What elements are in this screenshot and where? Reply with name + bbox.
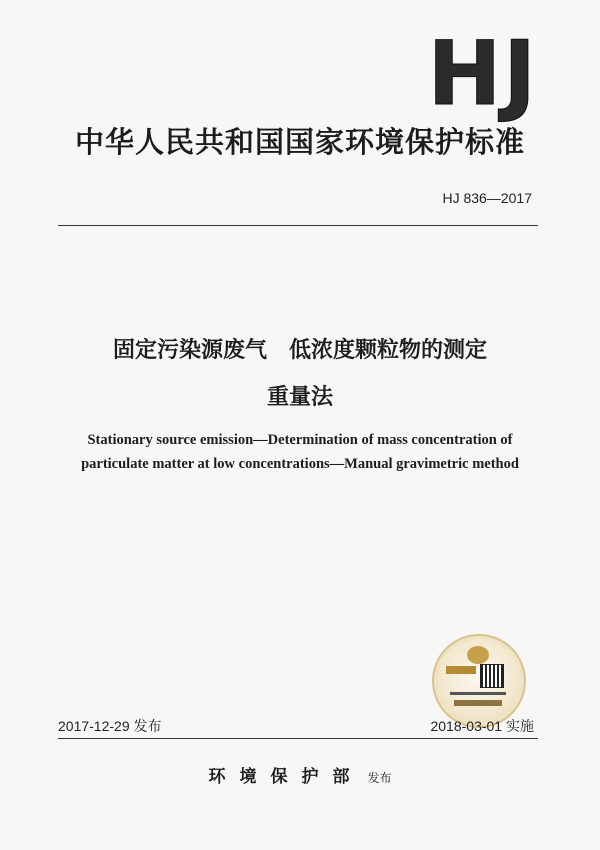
qr-code-icon	[480, 664, 504, 688]
bottom-divider	[58, 738, 538, 739]
top-divider	[58, 225, 538, 226]
seal-footer-band	[454, 700, 502, 706]
publisher-action: 发布	[367, 771, 392, 785]
seal-serial-line	[450, 692, 506, 695]
issue-date: 2017-12-29 发布	[58, 718, 162, 734]
publisher	[0, 762, 600, 787]
english-title-line2: particulate matter at low concentrations—Manual gravimetric method	[81, 456, 519, 472]
standard-category-title: 中华人民共和国国家环境保护标准	[74, 125, 525, 159]
implementation-date: 2018-03-01 实施	[430, 718, 534, 734]
hj-logo: HJ	[427, 22, 538, 125]
publisher-org: 环境保护部	[208, 767, 364, 787]
national-emblem-icon	[467, 646, 489, 664]
english-title-line1: Stationary source emission—Determination of mass concentration of	[87, 432, 513, 448]
anti-counterfeit-seal	[432, 634, 526, 728]
chinese-title-line2: 重量法	[266, 385, 333, 410]
standard-number: HJ 836—2017	[442, 190, 532, 206]
english-title	[0, 428, 600, 476]
seal-label-band	[446, 666, 476, 674]
chinese-title-line1: 固定污染源废气 低浓度颗粒物的测定	[112, 338, 487, 363]
